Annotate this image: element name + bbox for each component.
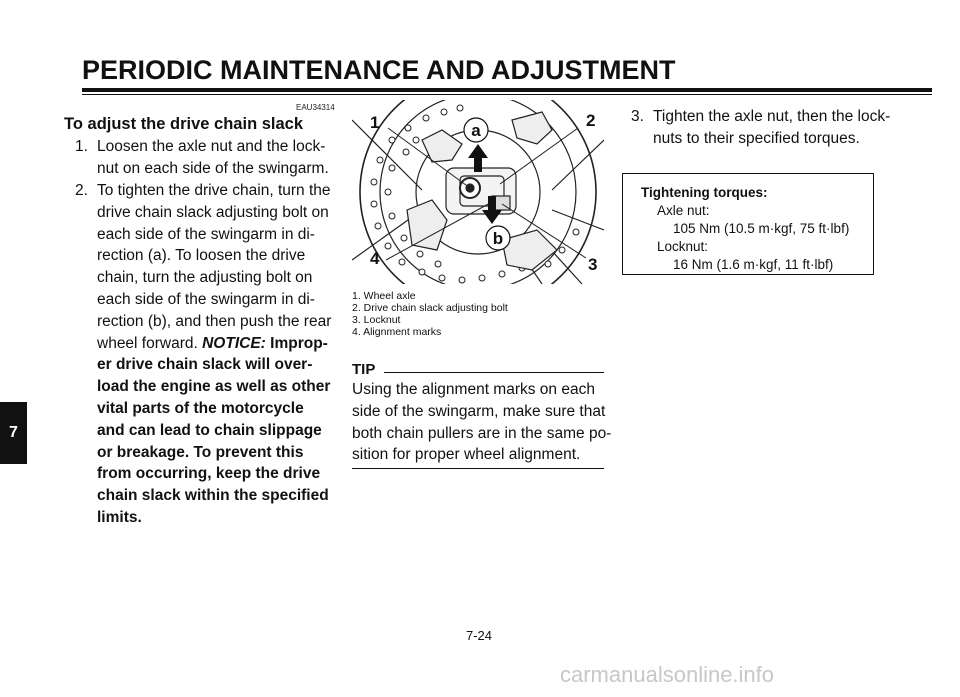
step-line: Loosen the axle nut and the lock- (97, 138, 326, 155)
section-heading: To adjust the drive chain slack (64, 115, 304, 133)
step-line: chain, turn the adjusting bolt on (97, 269, 313, 287)
step-line: nuts to their specified torques. (653, 129, 860, 147)
notice-line: from occurring, keep the drive (97, 465, 321, 483)
notice-text: Improp- (270, 334, 328, 352)
page-header-title: PERIODIC MAINTENANCE AND ADJUSTMENT (82, 55, 676, 85)
notice-line: chain slack within the specified (97, 487, 329, 505)
locknut-label: Locknut: (657, 239, 709, 254)
callout-2: 2 (586, 111, 596, 130)
section-code: EAU34314 (296, 103, 335, 112)
axle-nut-value: 105 Nm (10.5 m·kgf, 75 ft·lbf) (673, 221, 850, 236)
axle-nut-label: Axle nut: (657, 203, 710, 218)
step-text: wheel forward. (97, 334, 198, 352)
tip-line: Using the alignment marks on each (352, 381, 595, 398)
callout-4: 4 (370, 249, 380, 268)
tip-line: sition for proper wheel alignment. (352, 446, 581, 464)
caption-item: 3. Locknut (352, 314, 401, 326)
notice-line: vital parts of the motorcycle (97, 399, 304, 417)
step-line: Tighten the axle nut, then the lock- (653, 108, 891, 125)
caption-item: 4. Alignment marks (352, 326, 442, 338)
step-line: rection (b), and then push the rear (97, 312, 332, 330)
caption-item: 2. Drive chain slack adjusting bolt (352, 302, 508, 314)
callout-3: 3 (588, 255, 598, 274)
step-line: rection (a). To loosen the drive (97, 247, 306, 265)
tip-label: TIP (352, 361, 376, 378)
step-line: To tighten the drive chain, turn the (97, 182, 331, 199)
header-rule-thin (82, 94, 932, 95)
notice-line: and can lead to chain slippage (97, 421, 322, 439)
step-line: each side of the swingarm in di- (97, 225, 315, 243)
step-line: each side of the swingarm in di- (97, 290, 315, 308)
step-2 (75, 180, 337, 529)
tip-rule-top (384, 372, 604, 373)
tip-line: side of the swingarm, make sure that (352, 402, 606, 420)
notice-line: er drive chain slack will over- (97, 356, 313, 374)
step-1 (75, 136, 337, 180)
step-number: 1. (75, 138, 88, 155)
page-number: 7-24 (466, 628, 493, 643)
torque-title: Tightening torques: (641, 185, 768, 200)
watermark-text: carmanualsonline.info (560, 662, 775, 687)
header-rule-thick (82, 88, 932, 92)
step-line: nut on each side of the swingarm. (97, 159, 329, 177)
step-line (75, 333, 337, 355)
step-3 (631, 106, 891, 150)
brake-disc-illustration (352, 100, 604, 284)
notice-label: NOTICE: (202, 334, 266, 352)
torque-spec-box (622, 173, 874, 275)
arrow-label-b: b (492, 229, 504, 248)
caption-item: 1. Wheel axle (352, 290, 416, 302)
step-line: drive chain slack adjusting bolt on (97, 203, 329, 221)
tip-rule-bottom (352, 468, 604, 469)
step-number: 3. (631, 108, 644, 125)
chapter-tab: 7 (0, 402, 27, 464)
notice-line: or breakage. To prevent this (97, 443, 304, 461)
tip-body (352, 379, 612, 466)
tip-line: both chain pullers are in the same po- (352, 424, 612, 442)
chain-adjuster-figure (352, 100, 604, 284)
figure-captions (352, 290, 508, 338)
callout-1: 1 (370, 113, 380, 132)
arrow-label-a: a (471, 121, 481, 140)
locknut-value: 16 Nm (1.6 m·kgf, 11 ft·lbf) (673, 257, 834, 272)
notice-line: load the engine as well as other (97, 378, 331, 396)
step-number: 2. (75, 182, 88, 199)
notice-line: limits. (97, 508, 142, 526)
